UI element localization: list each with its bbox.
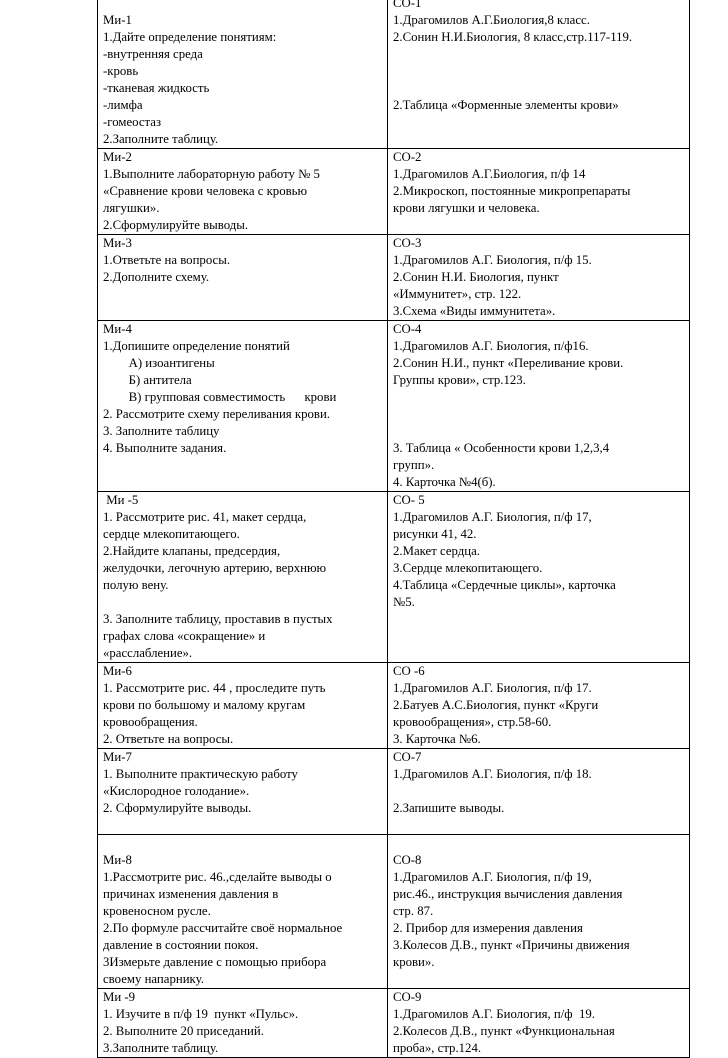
sources-cell [388,235,690,321]
cell-line: 1.Дайте определение понятиям: [103,30,277,44]
cell-line: -гомеостаз [103,115,162,129]
cell-line: лягушки». [103,201,160,215]
cell-line: 1. Рассмотрите рис. 41, макет сердца, [103,510,307,524]
cell-line: кровеносном русле. [103,904,211,918]
cell-heading: СО-9 [393,990,422,1004]
table-row [98,149,690,235]
cell-heading: Ми-2 [103,150,132,164]
cell-line [393,645,685,662]
cell-line: 1.Рассмотрите рис. 46.,сделайте выводы о [103,870,332,884]
cell-line [393,628,685,645]
cell-line: стр. 87. [393,904,434,918]
cell-line: -лимфа [103,98,143,112]
cell-heading: Ми -9 [103,990,136,1004]
cell-line: 2.Батуев А.С.Биология, пункт «Круги [393,698,599,712]
cell-line: 3Измерьте давление с помощью прибора [103,955,327,969]
table-row [98,749,690,835]
task-cell [98,0,388,149]
cell-line: 1. Рассмотрите рис. 44 , проследите путь [103,681,326,695]
cell-line: 3.Сердце млекопитающего. [393,561,543,575]
cell-line [393,131,685,148]
table-row [98,235,690,321]
cell-line: 1.Выполните лабораторную работу № 5 [103,167,320,181]
cell-heading: Ми-3 [103,236,132,250]
cell-line: 1.Драгомилов А.Г.Биология, п/ф 14 [393,167,586,181]
cell-line: 2. Выполните 20 приседаний. [103,1024,264,1038]
cell-line: 2.Сонин Н.И., пункт «Переливание крови. [393,356,624,370]
cell-line: 1.Ответьте на вопросы. [103,253,231,267]
cell-line: 2.Дополните схему. [103,270,210,284]
cell-line: 1. Выполните практическую работу [103,767,298,781]
cell-line: причинах изменения давления в [103,887,279,901]
cell-line: 2.Найдите клапаны, предсердия, [103,544,281,558]
cell-line: 2.Заполните таблицу. [103,132,219,146]
cell-heading: Ми-7 [103,750,132,764]
cell-line: 1.Драгомилов А.Г. Биология, п/ф16. [393,339,589,353]
cell-heading: СО -6 [393,664,425,678]
cell-heading: Ми -5 [103,493,139,507]
cell-line: 2. Сформулируйте выводы. [103,801,252,815]
cell-line [393,114,685,131]
cell-line: проба», стр.124. [393,1041,482,1055]
cell-line: «Кислородное голодание». [103,784,250,798]
cell-line: крови». [393,955,435,969]
cell-line: 1.Допишите определение понятий [103,339,290,353]
cell-line: В) групповая совместимость крови [103,390,337,404]
cell-heading: СО-1 [393,0,422,10]
table-row [98,663,690,749]
cell-line [393,423,685,440]
cell-line: 4. Карточка №4(б). [393,475,496,489]
cell-line [103,0,383,12]
cell-line: 2.Сформулируйте выводы. [103,218,249,232]
cell-line [393,783,685,800]
cell-line [103,594,383,611]
cell-line: Группы крови», стр.123. [393,373,526,387]
cell-line: крови лягушки и человека. [393,201,540,215]
task-cell [98,321,388,492]
cell-line [103,286,383,303]
cell-line: 2.Запишите выводы. [393,801,505,815]
cell-line: 1.Драгомилов А.Г. Биология, п/ф 17, [393,510,592,524]
cell-line: полую вену. [103,578,169,592]
cell-line [103,474,383,491]
cell-line: 2. Ответьте на вопросы. [103,732,234,746]
cell-line: «Иммунитет», стр. 122. [393,287,522,301]
cell-line: 1.Драгомилов А.Г.Биология,8 класс. [393,13,590,27]
cell-line: 1.Драгомилов А.Г. Биология, п/ф 17. [393,681,592,695]
cell-line: «расслабление». [103,646,193,660]
sources-cell [388,835,690,989]
cell-line: рис.46., инструкция вычисления давления [393,887,623,901]
sources-cell [388,149,690,235]
cell-line: Б) антитела [103,373,192,387]
cell-line [393,217,685,234]
cell-line [393,46,685,63]
cell-line: 3. Таблица « Особенности крови 1,2,3,4 [393,441,610,455]
sources-cell [388,749,690,835]
cell-line: 2.Микроскоп, постоянные микропрепараты [393,184,631,198]
cell-line [103,303,383,320]
cell-line [393,611,685,628]
cell-heading: Ми-4 [103,322,132,336]
cell-heading: Ми-8 [103,853,132,867]
cell-line [393,406,685,423]
cell-line: 4. Выполните задания. [103,441,227,455]
task-cell [98,663,388,749]
cell-heading: СО-3 [393,236,422,250]
cell-line: 2. Прибор для измерения давления [393,921,583,935]
cell-line: -тканевая жидкость [103,81,210,95]
cell-line: крови по большому и малому кругам [103,698,306,712]
cell-heading: СО-7 [393,750,422,764]
table-row [98,0,690,149]
cell-line: 1.Драгомилов А.Г. Биология, п/ф 15. [393,253,592,267]
sources-cell [388,492,690,663]
task-cell [98,835,388,989]
cell-line: желудочки, легочную артерию, верхнюю [103,561,327,575]
cell-line [103,457,383,474]
cell-line: 2.Макет сердца. [393,544,481,558]
cell-line: 2.Сонин Н.И. Биология, пункт [393,270,559,284]
table-row [98,989,690,1058]
cell-line: Ми-1 [103,13,132,27]
cell-line [393,80,685,97]
cell-line: «Сравнение крови человека с кровью [103,184,308,198]
cell-line: 2.Колесов Д.В., пункт «Функциональная [393,1024,615,1038]
cell-line [393,389,685,406]
sources-cell [388,989,690,1058]
cell-line: 1.Драгомилов А.Г. Биология, п/ф 18. [393,767,592,781]
sources-cell [388,321,690,492]
sources-cell [388,663,690,749]
cell-line [393,971,685,988]
cell-line: сердце млекопитающего. [103,527,240,541]
cell-heading: Ми-6 [103,664,132,678]
cell-line: 1.Драгомилов А.Г. Биология, п/ф 19, [393,870,592,884]
cell-heading: СО-2 [393,150,422,164]
cell-line: 3.Колесов Д.В., пункт «Причины движения [393,938,630,952]
cell-line: рисунки 41, 42. [393,527,477,541]
cell-line: 1. Изучите в п/ф 19 пункт «Пульс». [103,1007,299,1021]
cell-line: -внутренняя среда [103,47,203,61]
cell-line: 2.По формуле рассчитайте своё нормальное [103,921,343,935]
task-cell [98,149,388,235]
cell-line: кровообращения. [103,715,198,729]
cell-line: 2.Сонин Н.И.Биология, 8 класс,стр.117-119. [393,30,633,44]
cell-line: -кровь [103,64,139,78]
cell-line: кровообращения», стр.58-60. [393,715,552,729]
cell-line: 3.Схема «Виды иммунитета». [393,304,556,318]
cell-line: своему напарнику. [103,972,204,986]
cell-line: 2.Таблица «Форменные элементы крови» [393,98,619,112]
cell-line [393,63,685,80]
cell-line: 3. Заполните таблицу, проставив в пустых [103,612,333,626]
cell-line: 3. Карточка №6. [393,732,481,746]
cell-line: графах слова «сокращение» и [103,629,266,643]
cell-line: 2. Рассмотрите схему переливания крови. [103,407,330,421]
cell-line: 4.Таблица «Сердечные циклы», карточка [393,578,616,592]
task-cell [98,989,388,1058]
cell-line: групп». [393,458,435,472]
table-row [98,492,690,663]
cell-line: 3. Заполните таблицу [103,424,220,438]
cell-line: №5. [393,595,415,609]
task-cell [98,749,388,835]
cell-line: 3.Заполните таблицу. [103,1041,219,1055]
cell-line: давление в состоянии покоя. [103,938,259,952]
cell-heading: СО-4 [393,322,422,336]
table-row [98,321,690,492]
sources-cell [388,0,690,149]
cell-line [393,817,685,834]
cell-line: А) изоантигены [103,356,215,370]
task-cell [98,235,388,321]
table-row [98,835,690,989]
assignments-table [97,0,690,1058]
task-cell [98,492,388,663]
cell-heading: СО-8 [393,853,422,867]
cell-line: 1.Драгомилов А.Г. Биология, п/ф 19. [393,1007,595,1021]
cell-heading: СО- 5 [393,493,425,507]
cell-line [103,817,383,834]
